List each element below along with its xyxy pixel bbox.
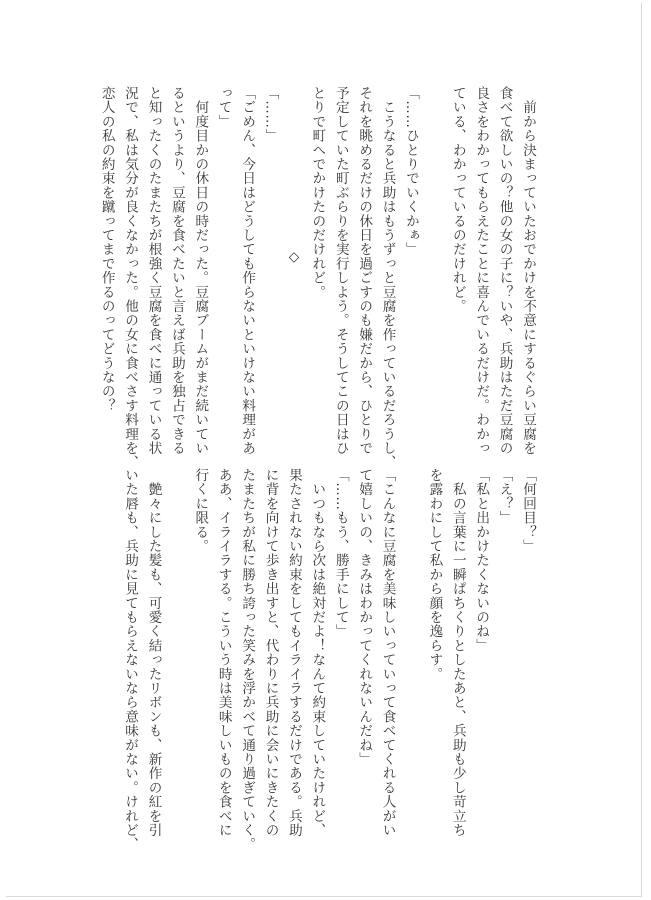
blank-line (399, 468, 422, 810)
text-line: って」 (215, 86, 232, 129)
text-line: 「ごめん、今日はどうしても作らないといけない料理があ (239, 86, 256, 456)
text-line: 食べて欲しいの？他の女の子に？いや、兵助はただ豆腐の (496, 86, 513, 456)
text-line: 「私と出かけたくないのね」 (473, 468, 490, 653)
text-line: 艶々にした髪も、可愛く結ったリボンも、新作の紅を引 (145, 468, 162, 838)
text-line: いた唇も、兵助に見てもらえないなら意味がない。けれど、 (122, 468, 139, 852)
text-line: こうなると兵助はもうずっと豆腐を作っているだろうし、 (379, 86, 396, 470)
text-line: 果たされない約束をしてもイライラするだけである。兵助 (285, 468, 302, 838)
text-line: ている、わかっているのだけれど。 (449, 86, 466, 314)
blank-line (165, 468, 188, 810)
text-line: とりで町へでかけたのだけれど。 (309, 86, 326, 299)
text-line: を露わにして私から顔を逸らす。 (426, 468, 443, 681)
text-line: 良さをわかってもらえたことに喜んでいるだけだ。わかっ (473, 86, 490, 456)
upper-text-tier (98, 86, 539, 470)
text-line: 「え？」 (496, 468, 513, 525)
text-line: 況で、私は気分が良くなかった。他の女に食べさす料理を、 (122, 86, 139, 470)
text-line: 「……ひとりでいくかぁ」 (402, 86, 419, 257)
text-line: 「こんなに豆腐を美味しいっていって食べてくれる人がい (379, 468, 396, 838)
text-line: 「何回目？」 (520, 468, 536, 554)
text-line: て嬉しいの、きみはわかってくれないんだね」 (356, 468, 373, 767)
text-line: 恋人の私の約束を蹴ってまで作るのってどうなの？ (98, 86, 115, 413)
lower-text-tier (122, 468, 539, 852)
text-line: 私の言葉に一瞬ぱちくりとしたあと、兵助も少し苛立ち (449, 468, 466, 838)
text-line: 「……もう、勝手にして」 (332, 468, 349, 639)
text-line: ああ、イライラする。こういう時は美味しいものを食べに (215, 468, 232, 838)
text-line: 「……」 (262, 86, 279, 143)
scene-break-mark: ◇ (285, 248, 302, 266)
text-line: 行くに限る。 (192, 468, 209, 554)
text-line: に背を向けて歩き出すと、代わりに兵助に会いにきたくの (262, 468, 279, 838)
blank-line (422, 86, 445, 428)
text-line: いつもなら次は絶対だよ！なんて約束していたけれど、 (309, 468, 326, 838)
text-line: 前から決まっていたおでかけを不意にするぐらい豆腐を (520, 86, 536, 456)
text-line: 予定していた町ぶらりを実行しよう。そうしてこの日はひ (332, 86, 349, 456)
text-line: と知ったくのたまたちが根強く豆腐を食べに通っている状 (145, 86, 162, 456)
text-line: それを眺めるだけの休日を過ごすのも嫌だから、ひとりで (356, 86, 373, 456)
text-line: るというより、豆腐を食べたいと言えば兵助を独占できる (168, 86, 185, 456)
text-line: たまたちが私に勝ち誇った笑みを浮かべて通り過ぎていく。 (239, 468, 256, 852)
text-line: 何度目かの休日の時だった。豆腐ブームがまだ続いてい (192, 86, 209, 456)
